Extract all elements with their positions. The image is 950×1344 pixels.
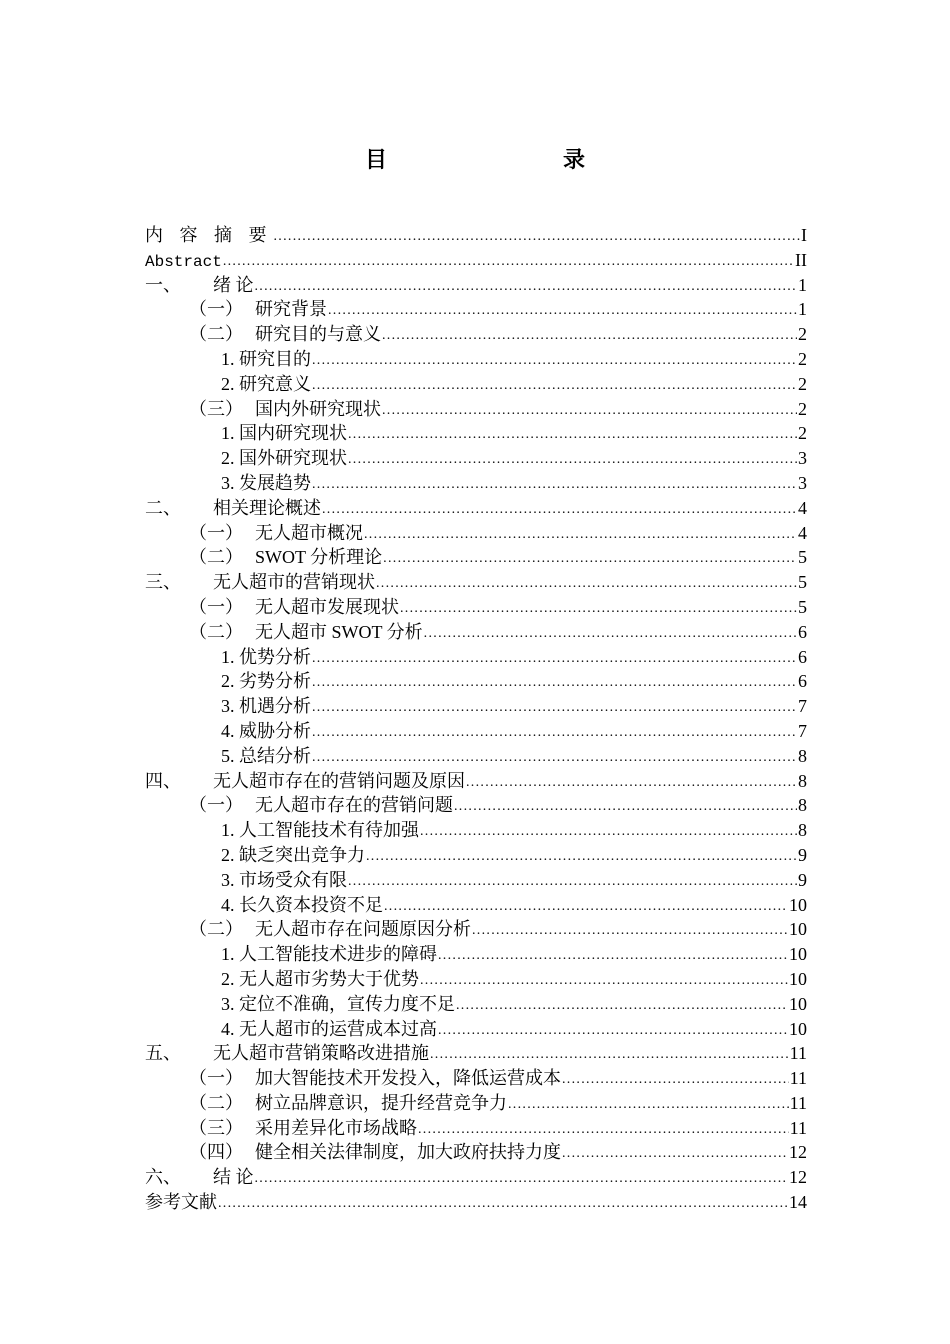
toc-entry[interactable] (145, 248, 807, 273)
toc-entry-page-number: 7 (798, 720, 807, 741)
toc-entry-page-number: 2 (798, 348, 807, 369)
toc-entry-text (145, 1116, 417, 1141)
toc-entry-page-number: 7 (798, 696, 807, 717)
toc-entry-label: 研究目的与意义 (255, 324, 381, 345)
toc-entry-text (145, 1165, 254, 1190)
dot-leader (312, 644, 797, 672)
dot-leader (438, 941, 788, 969)
toc-entry-page-number: 2 (798, 324, 807, 345)
dot-leader (348, 420, 797, 448)
toc-entry-label: 无人超市营销策略改进措施 (213, 1043, 429, 1064)
dot-leader (328, 296, 797, 324)
toc-entry-text (145, 1091, 507, 1116)
toc-entry-text (145, 917, 471, 942)
toc-entry-label: 健全相关法律制度，加大政府扶持力度 (255, 1142, 561, 1163)
toc-entry[interactable] (145, 223, 807, 248)
dot-leader (218, 1189, 788, 1217)
toc-entry-label: 国内外研究现状 (255, 398, 381, 419)
toc-entry-number: 一、 (145, 274, 181, 295)
toc-entry[interactable] (145, 917, 807, 942)
dot-leader (438, 1016, 788, 1044)
toc-entry-page-number: 8 (798, 745, 807, 766)
toc-entry-label: 研究背景 (255, 299, 327, 320)
toc-entry-page-number: 6 (798, 621, 807, 642)
toc-entry-label: 3. 定位不准确，宣传力度不足 (221, 993, 455, 1014)
toc-entry-text (145, 1190, 217, 1215)
toc-entry-text (145, 273, 254, 298)
toc-entry-page-number: 5 (798, 547, 807, 568)
dot-leader (466, 768, 797, 796)
dot-leader (562, 1139, 788, 1167)
toc-entry[interactable] (145, 893, 807, 918)
toc-entry-label: 绪 论 (213, 274, 254, 295)
toc-entry[interactable] (145, 843, 807, 868)
dot-leader (364, 520, 797, 548)
toc-entry-page-number: 1 (798, 274, 807, 295)
dot-leader (312, 693, 797, 721)
toc-entry-page-number: 8 (798, 770, 807, 791)
toc-entry-text (145, 297, 327, 322)
toc-entry-page-number: 8 (798, 820, 807, 841)
toc-entry-label: 无人超市存在问题原因分析 (255, 919, 471, 940)
dot-leader (472, 916, 788, 944)
toc-entry-page-number: 2 (798, 423, 807, 444)
toc-entry-text (145, 620, 423, 645)
dot-leader (312, 743, 797, 771)
toc-entry-text (145, 570, 375, 595)
toc-entry-text (145, 744, 311, 769)
toc-entry-text (145, 818, 419, 843)
toc-entry[interactable] (145, 471, 807, 496)
toc-entry-label: 2. 劣势分析 (221, 671, 311, 692)
toc-entry-label: 1. 人工智能技术进步的障碍 (221, 944, 437, 965)
toc-entry[interactable] (145, 719, 807, 744)
dot-leader (312, 470, 797, 498)
toc-entry-label: 1. 国内研究现状 (221, 423, 347, 444)
toc-entry-number: （三） (189, 1117, 243, 1138)
dot-leader (430, 1040, 789, 1068)
toc-entry-text (145, 669, 311, 694)
toc-entry-number: 四、 (145, 770, 181, 791)
toc-entry[interactable] (145, 694, 807, 719)
toc-entry-number: 五、 (145, 1043, 181, 1064)
toc-entry-page-number: 14 (789, 1192, 807, 1213)
dot-leader (400, 594, 797, 622)
toc-entry-text (145, 446, 347, 471)
toc-entry[interactable] (145, 992, 807, 1017)
toc-entry[interactable] (145, 669, 807, 694)
toc-entry[interactable] (145, 273, 807, 298)
toc-entry[interactable] (145, 446, 807, 471)
toc-entry[interactable] (145, 744, 807, 769)
toc-entry[interactable] (145, 521, 807, 546)
toc-entry-label: 无人超市存在的营销问题及原因 (213, 770, 465, 791)
dot-leader (420, 817, 797, 845)
dot-leader (562, 1065, 789, 1093)
toc-entry[interactable] (145, 645, 807, 670)
dot-leader (274, 222, 801, 250)
dot-leader (312, 668, 797, 696)
toc-entry-label: 无人超市发展现状 (255, 596, 399, 617)
toc-entry-label: Abstract (145, 252, 222, 271)
dot-leader (383, 544, 797, 572)
toc-entry-text (145, 322, 381, 347)
toc-entry-page-number: 10 (789, 968, 807, 989)
toc-entry[interactable] (145, 1140, 807, 1165)
toc-entry-page-number: 10 (789, 919, 807, 940)
toc-entry-number: （二） (189, 621, 243, 642)
toc-entry-text (145, 521, 363, 546)
toc-entry-page-number: 6 (798, 671, 807, 692)
toc-entry-number: （二） (189, 919, 243, 940)
toc-entry-number: （三） (189, 398, 243, 419)
toc-entry-text (145, 421, 347, 446)
toc-entry-number: （四） (189, 1142, 243, 1163)
dot-leader (348, 867, 797, 895)
toc-entry[interactable] (145, 620, 807, 645)
toc-entry-number: （一） (189, 299, 243, 320)
toc-entry-text (145, 471, 311, 496)
toc-entry-text (145, 992, 455, 1017)
toc-entry-number: （一） (189, 795, 243, 816)
toc-entry-text (145, 248, 222, 275)
dot-leader (312, 346, 797, 374)
toc-entry-label: 相关理论概述 (213, 497, 321, 518)
dot-leader (384, 892, 788, 920)
toc-entry-label: 4. 威胁分析 (221, 720, 311, 741)
dot-leader (456, 991, 788, 1019)
toc-entry-text (145, 397, 381, 422)
table-of-contents (145, 223, 807, 1215)
toc-entry-text (145, 1017, 437, 1042)
toc-entry-text (145, 868, 347, 893)
toc-entry-text (145, 719, 311, 744)
toc-entry-number: 三、 (145, 572, 181, 593)
dot-leader (366, 842, 797, 870)
dot-leader (376, 569, 797, 597)
toc-entry-text (145, 595, 399, 620)
toc-entry[interactable] (145, 372, 807, 397)
toc-entry-page-number: 10 (789, 1018, 807, 1039)
toc-entry-label: 2. 缺乏突出竞争力 (221, 844, 365, 865)
toc-entry-label: 2. 研究意义 (221, 373, 311, 394)
toc-entry-label: 3. 机遇分析 (221, 696, 311, 717)
toc-entry[interactable] (145, 1165, 807, 1190)
toc-entry-label: 3. 发展趋势 (221, 472, 311, 493)
toc-entry-text (145, 793, 453, 818)
toc-entry-text (145, 545, 382, 570)
toc-entry-page-number: 9 (798, 869, 807, 890)
toc-entry-text (145, 1066, 561, 1091)
toc-entry-text (145, 967, 419, 992)
dot-leader (312, 718, 797, 746)
toc-entry[interactable] (145, 868, 807, 893)
toc-entry[interactable] (145, 496, 807, 521)
toc-entry-text (145, 347, 311, 372)
dot-leader (420, 966, 788, 994)
dot-leader (454, 792, 797, 820)
toc-entry-page-number: 10 (789, 894, 807, 915)
toc-entry[interactable] (145, 1116, 807, 1141)
toc-entry-text (145, 942, 437, 967)
toc-entry[interactable] (145, 1091, 807, 1116)
toc-entry-label: 无人超市的营销现状 (213, 572, 375, 593)
toc-entry-label: 1. 优势分析 (221, 646, 311, 667)
toc-entry-page-number: 12 (789, 1142, 807, 1163)
toc-entry-number: （一） (189, 1068, 243, 1089)
toc-entry-label: 2. 国外研究现状 (221, 448, 347, 469)
toc-entry-label: 无人超市存在的营销问题 (255, 795, 453, 816)
toc-entry-label: 无人超市概况 (255, 522, 363, 543)
toc-entry[interactable] (145, 793, 807, 818)
toc-entry-page-number: 8 (798, 795, 807, 816)
toc-entry-number: 二、 (145, 497, 181, 518)
toc-entry-text (145, 1140, 561, 1165)
toc-entry-page-number: 12 (789, 1167, 807, 1188)
toc-entry-number: （二） (189, 324, 243, 345)
dot-leader (382, 396, 797, 424)
toc-entry-page-number: 5 (798, 596, 807, 617)
toc-entry-page-number: 11 (789, 1117, 807, 1138)
toc-entry[interactable] (145, 1017, 807, 1042)
toc-entry-label: 1. 研究目的 (221, 348, 311, 369)
toc-entry-label: 2. 无人超市劣势大于优势 (221, 968, 419, 989)
toc-entry[interactable] (145, 1041, 807, 1066)
toc-entry-label: 4. 长久资本投资不足 (221, 894, 383, 915)
toc-entry[interactable] (145, 769, 807, 794)
toc-entry-label: 无人超市 SWOT 分析 (255, 621, 423, 642)
toc-entry[interactable] (145, 421, 807, 446)
toc-entry[interactable] (145, 967, 807, 992)
toc-entry-number: （二） (189, 1092, 243, 1113)
toc-entry[interactable] (145, 1190, 807, 1215)
toc-entry-page-number: 3 (798, 472, 807, 493)
toc-entry-number: （二） (189, 547, 243, 568)
toc-entry[interactable] (145, 942, 807, 967)
dot-leader (508, 1090, 789, 1118)
toc-entry-number: 六、 (145, 1167, 181, 1188)
toc-entry-page-number: 2 (798, 398, 807, 419)
dot-leader (418, 1115, 789, 1143)
toc-entry-label: 1. 人工智能技术有待加强 (221, 820, 419, 841)
toc-entry-label: 加大智能技术开发投入，降低运营成本 (255, 1068, 561, 1089)
toc-entry[interactable] (145, 297, 807, 322)
toc-entry-page-number: 9 (798, 844, 807, 865)
toc-entry-page-number: 11 (789, 1043, 807, 1064)
toc-entry-text (145, 893, 383, 918)
dot-leader (255, 1164, 789, 1192)
toc-entry[interactable] (145, 595, 807, 620)
toc-entry-page-number: 10 (789, 993, 807, 1014)
toc-entry-page-number: 4 (798, 522, 807, 543)
toc-entry-page-number: 4 (798, 497, 807, 518)
toc-entry[interactable] (145, 347, 807, 372)
toc-entry-text (145, 223, 273, 248)
toc-entry-label: 内 容 摘 要 (145, 225, 273, 245)
dot-leader (382, 321, 797, 349)
toc-entry-label: 树立品牌意识，提升经营竞争力 (255, 1092, 507, 1113)
toc-entry-label: 4. 无人超市的运营成本过高 (221, 1018, 437, 1039)
toc-entry-text (145, 372, 311, 397)
toc-entry[interactable] (145, 397, 807, 422)
toc-entry-text (145, 1041, 429, 1066)
toc-entry-page-number: 11 (789, 1068, 807, 1089)
toc-entry-text (145, 645, 311, 670)
toc-entry-number: （一） (189, 596, 243, 617)
toc-entry-label: 3. 市场受众有限 (221, 869, 347, 890)
toc-entry-page-number: 3 (798, 448, 807, 469)
dot-leader (348, 445, 797, 473)
toc-entry-page-number: 1 (798, 299, 807, 320)
page-title: 目 录 (364, 148, 629, 173)
toc-entry-text (145, 843, 365, 868)
toc-entry-label: 5. 总结分析 (221, 745, 311, 766)
toc-entry-label: 结 论 (213, 1167, 254, 1188)
toc-entry[interactable] (145, 1066, 807, 1091)
toc-entry-text (145, 769, 465, 794)
toc-entry-page-number: II (795, 249, 807, 270)
dot-leader (424, 619, 797, 647)
dot-leader (223, 247, 794, 275)
toc-entry[interactable] (145, 322, 807, 347)
toc-entry[interactable] (145, 545, 807, 570)
toc-entry-label: 参考文献 (145, 1192, 217, 1213)
toc-entry-number: （一） (189, 522, 243, 543)
toc-entry-page-number: 10 (789, 944, 807, 965)
toc-entry-page-number: I (801, 225, 807, 245)
dot-leader (255, 272, 798, 300)
toc-entry-page-number: 5 (798, 572, 807, 593)
toc-entry-text (145, 496, 321, 521)
toc-entry-page-number: 11 (789, 1092, 807, 1113)
toc-entry-page-number: 2 (798, 373, 807, 394)
toc-entry-label: 采用差异化市场战略 (255, 1117, 417, 1138)
dot-leader (322, 495, 797, 523)
toc-entry[interactable] (145, 818, 807, 843)
toc-entry[interactable] (145, 570, 807, 595)
dot-leader (312, 371, 797, 399)
toc-entry-label: SWOT 分析理论 (255, 547, 383, 568)
toc-entry-text (145, 694, 311, 719)
toc-entry-page-number: 6 (798, 646, 807, 667)
